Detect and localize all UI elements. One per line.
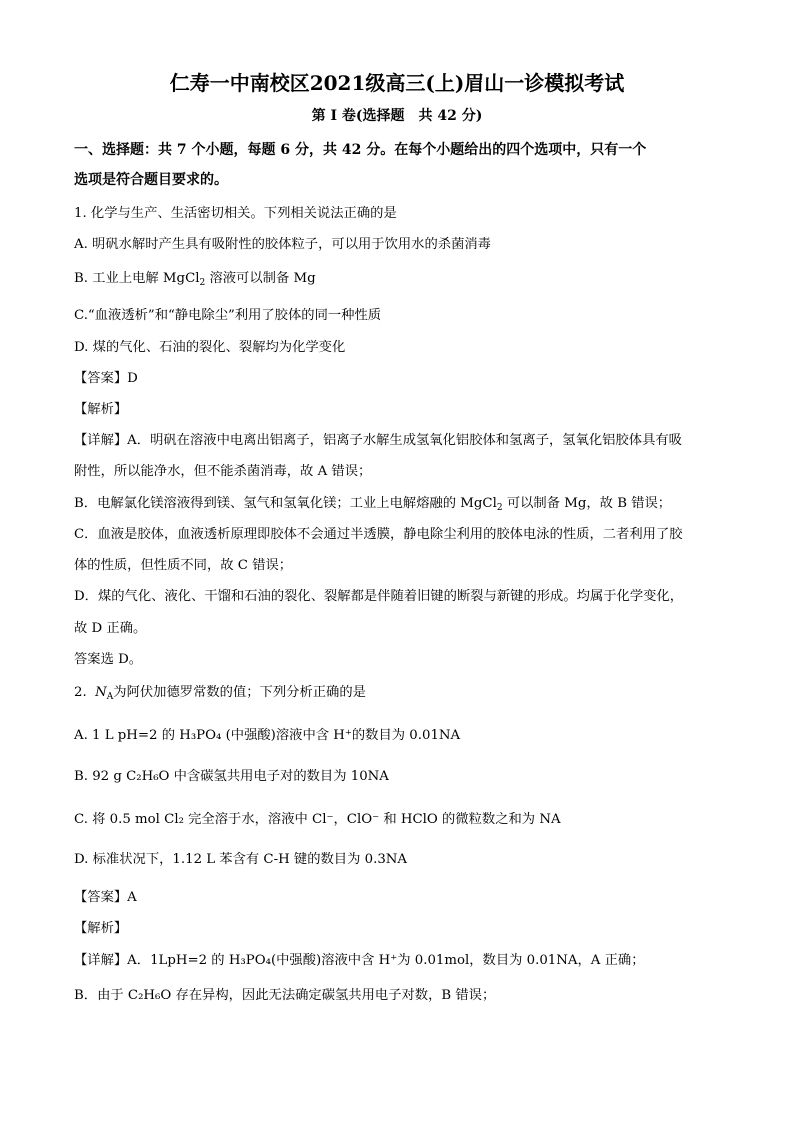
q2-option-d: D. 标准状况下，1.12 L 苯含有 C-H 键的数目为 0.3NA [74, 852, 408, 867]
q1-explain-line3-sub: 2 [496, 503, 503, 513]
q2-answer: 【答案】A [74, 890, 137, 905]
q1-option-d: D. 煤的气化、石油的裂化、裂解均为化学变化 [74, 340, 346, 355]
q1-option-b [74, 270, 316, 292]
q1-explain-line3-post: 可以制备 Mg，故 B 错误； [502, 496, 672, 511]
q2-option-b: B. 92 g C₂H₆O 中含碳氢共用电子对的数目为 10NA [74, 769, 389, 784]
q2-stem-text: 为阿伏加德罗常数的值；下列分析正确的是 [113, 685, 366, 700]
q1-option-a: A. 明矾水解时产生具有吸附性的胶体粒子，可以用于饮用水的杀菌消毒 [74, 237, 491, 252]
q1-explain-line2: 附性，所以能净水，但不能杀菌消毒，故 A 错误； [74, 464, 372, 479]
q2-stem-na-sub: A [106, 692, 114, 702]
q1-stem: 1. 化学与生产、生活密切相关。下列相关说法正确的是 [74, 206, 397, 221]
q1-explain-line6: D．煤的气化、液化、干馏和石油的裂化、裂解都是伴随着旧键的断裂与新键的形成。均属于化学变化， [74, 589, 684, 604]
page-subtitle: 第 I 卷(选择题 共 42 分) [311, 108, 483, 124]
q2-explain-line2: B．由于 C₂H₆O 存在异构，因此无法确定碳氢共用电子对数，B 错误； [74, 988, 496, 1003]
q2-stem [74, 684, 366, 706]
section-instruction-line1: 一、选择题：共 7 个小题，每题 6 分，共 42 分。在每个小题给出的四个选项中，只有一个 [74, 142, 647, 158]
q1-option-b-sub: 2 [199, 278, 206, 288]
q2-stem-na: N [95, 685, 107, 700]
q1-explain-line4: C．血液是胶体，血液透析原理即胶体不会通过半透膜，静电除尘利用的胶体电泳的性质，二者利用了胶 [74, 527, 683, 542]
q1-explain-line8: 答案选 D。 [74, 652, 143, 667]
q2-option-c: C. 将 0.5 mol Cl₂ 完全溶于水，溶液中 Cl⁻，ClO⁻ 和 HClO 的微粒数之和为 NA [74, 812, 561, 827]
q1-explain-line1: 【详解】A．明矾在溶液中电离出铝离子，铝离子水解生成氢氧化铝胶体和氢离子，氢氧化铝胶体具有吸 [74, 433, 682, 448]
q1-option-b-post: 溶液可以制备 Mg [205, 271, 316, 286]
q2-explain-line1: 【详解】A．1LpH=2 的 H₃PO₄(中强酸)溶液中含 H⁺为 0.01mol，数目为 0.01NA，A 正确； [74, 953, 645, 968]
q2-option-a: A. 1 L pH=2 的 H₃PO₄ (中强酸)溶液中含 H⁺的数目为 0.01NA [74, 728, 461, 743]
q1-option-b-pre: B. 工业上电解 MgCl [74, 271, 200, 286]
q1-explain-line5: 体的性质，但性质不同，故 C 错误； [74, 558, 293, 573]
q2-stem-num: 2. [74, 685, 87, 700]
section-instruction-line2: 选项是符合题目要求的。 [74, 172, 228, 188]
q1-option-c: C.“血液透析”和“静电除尘”利用了胶体的同一种性质 [74, 308, 382, 323]
q1-analysis-label: 【解析】 [74, 402, 128, 417]
q2-analysis-label: 【解析】 [74, 921, 128, 936]
q1-explain-line3-pre: B．电解氯化镁溶液得到镁、氢气和氢氧化镁；工业上电解熔融的 MgCl [74, 496, 497, 511]
q1-explain-line7: 故 D 正确。 [74, 621, 147, 636]
q1-explain-line3 [74, 495, 671, 517]
q1-answer: 【答案】D [74, 371, 138, 386]
page-title: 仁寿一中南校区2021级高三(上)眉山一诊模拟考试 [169, 71, 625, 95]
